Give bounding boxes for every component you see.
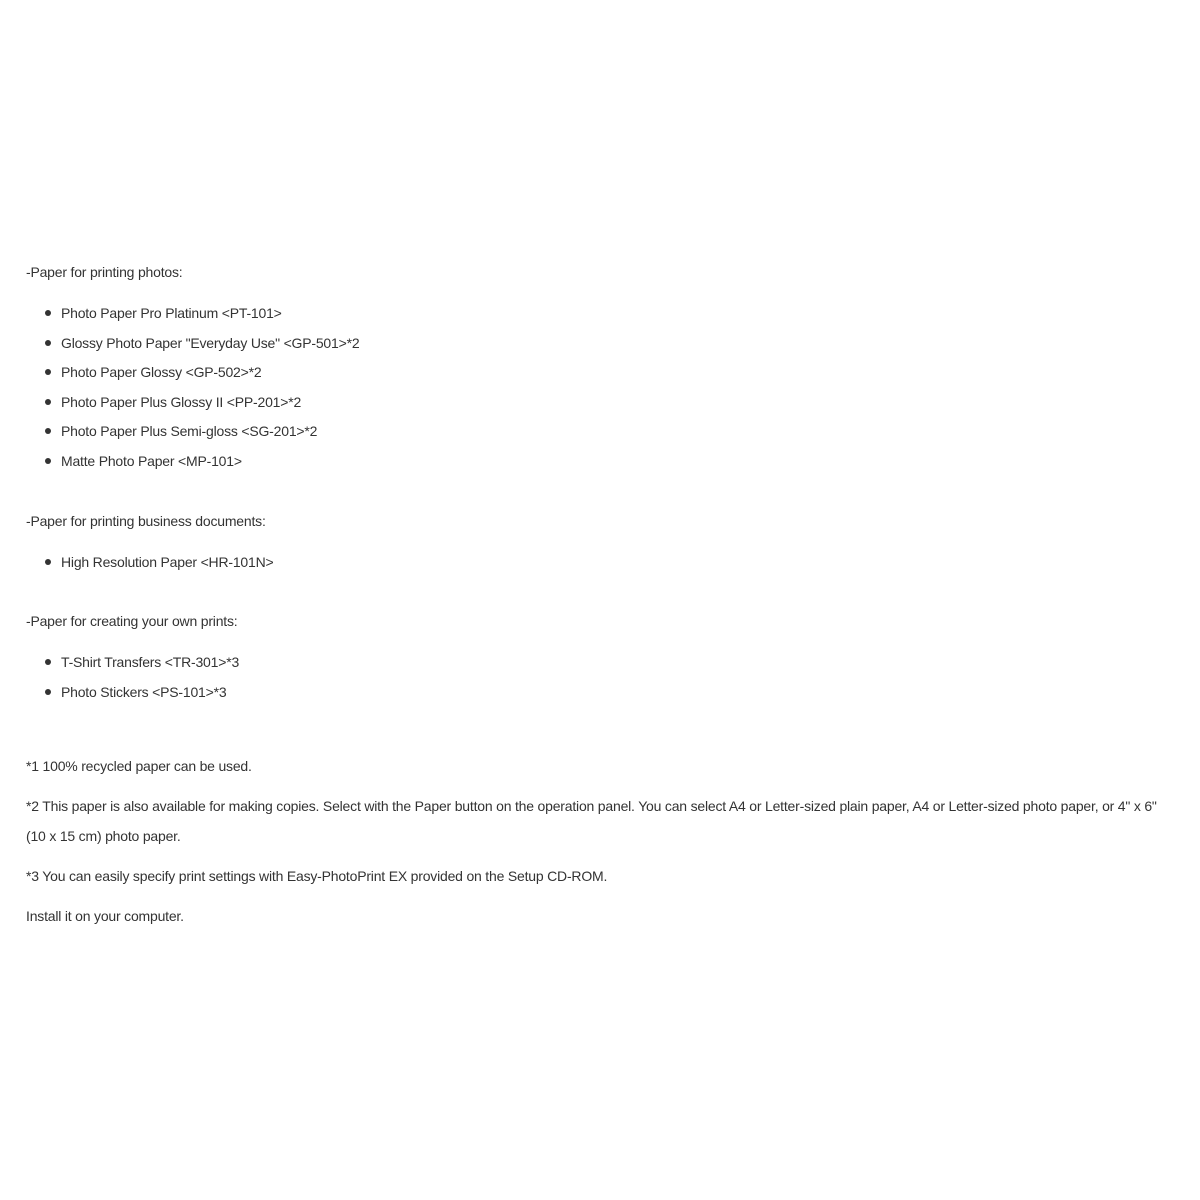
list-item-label: Matte Photo Paper <MP-101> [61, 452, 242, 469]
list-item-label: Photo Paper Pro Platinum <PT-101> [61, 305, 282, 321]
footnote-2: *2 This paper is also available for making copies. Select with the Paper button on the operation panel. You can select A4 or Letter-sized plain paper, A4 or Letter-sized photo paper, or 4" x 6" (10 x 15 cm) photo paper. [26, 798, 1157, 845]
bullet-icon [45, 659, 51, 665]
install-note: Install it on your computer. [26, 908, 184, 925]
document-body [26, 262, 1176, 941]
list-item [26, 421, 1176, 451]
list-item [26, 303, 1176, 333]
list-item [26, 362, 1176, 392]
list-item-label: Photo Paper Glossy <GP-502>*2 [61, 364, 262, 381]
list-item [26, 392, 1176, 422]
section-heading-photos: -Paper for printing photos: [26, 264, 183, 280]
bullet-icon [45, 399, 51, 405]
bullet-icon [45, 310, 51, 316]
list-item-label: High Resolution Paper <HR-101N> [61, 553, 274, 570]
footnotes [26, 751, 1176, 931]
paper-list-photos [26, 303, 1176, 481]
bullet-icon [45, 689, 51, 695]
section-heading-creating: -Paper for creating your own prints: [26, 613, 238, 630]
bullet-icon [45, 369, 51, 375]
bullet-icon [45, 458, 51, 464]
paper-list-business [26, 552, 1176, 582]
bullet-icon [45, 340, 51, 346]
bullet-icon [45, 428, 51, 434]
section-heading-business: -Paper for printing business documents: [26, 512, 266, 529]
list-item-label: Photo Stickers <PS-101>*3 [61, 683, 227, 700]
list-item-label: Photo Paper Plus Semi-gloss <SG-201>*2 [61, 423, 318, 440]
bullet-icon [45, 559, 51, 565]
list-item [26, 552, 1176, 582]
paper-list-creating [26, 652, 1176, 711]
list-item-label: Photo Paper Plus Glossy II <PP-201>*2 [61, 393, 302, 410]
list-item [26, 333, 1176, 363]
footnote-1: *1 100% recycled paper can be used. [26, 758, 252, 775]
list-item-label: T-Shirt Transfers <TR-301>*3 [61, 654, 240, 671]
footnote-3: *3 You can easily specify print settings with Easy-PhotoPrint EX provided on the Setup CD-ROM. [26, 868, 608, 885]
list-item [26, 451, 1176, 481]
list-item-label: Glossy Photo Paper "Everyday Use" <GP-501>*2 [61, 334, 360, 351]
list-item [26, 652, 1176, 682]
list-item [26, 682, 1176, 712]
